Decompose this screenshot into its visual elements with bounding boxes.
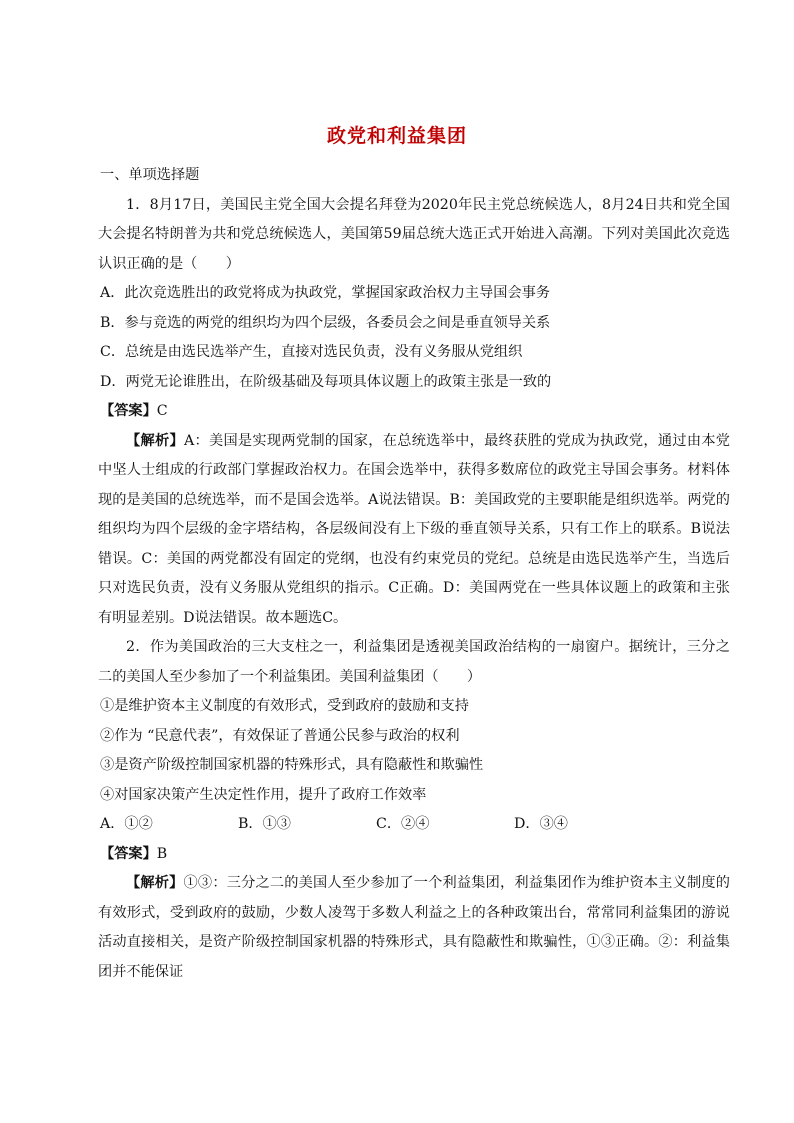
question-2-answer	[98, 840, 730, 870]
question-1-option-a: A．此次竞选胜出的政党将成为执政党，掌握国家政治权力主导国会事务	[100, 285, 551, 301]
question-1-answer	[98, 397, 730, 427]
answer-label: 【答案】	[100, 845, 157, 862]
question-2-choices	[98, 810, 730, 840]
page-title: 政党和利益集团	[326, 125, 467, 147]
answer-label: 【答案】	[100, 403, 157, 419]
question-2-statement-4: ④对国家决策产生决定性作用，提升了政府工作效率	[100, 786, 427, 803]
question-2-choice-a: A．①②	[100, 816, 153, 832]
analysis-text: ①③：三分之二的美国人至少参加了一个利益集团，利益集团作为维护资本主义制度的有效形式，受到政府的鼓励，少数人凌驾于多数人利益之上的各种政策出台，常常同利益集团的游说活动直接相关，是资产阶级控制国家机器的特殊形式，具有隐蔽性和欺骗性，①③正确。②：利益集团并不能保证	[98, 875, 730, 980]
analysis-label: 【解析】	[126, 432, 184, 449]
question-2-stem: 2．作为美国政治的三大支柱之一，利益集团是透视美国政治结构的一扇窗户。据统计，三分之二的美国人至少参加了一个利益集团。美国利益集团（ ）	[98, 639, 730, 685]
question-2-statement-2: ②作为 “民意代表”，有效保证了普通公民参与政治的权利	[100, 727, 460, 744]
question-2-statement-3: ③是资产阶级控制国家机器的特殊形式，具有隐蔽性和欺骗性	[100, 757, 484, 773]
question-2-choice-b: B．①③	[238, 816, 291, 832]
analysis-text: A：美国是实现两党制的国家，在总统选举中，最终获胜的党成为执政党，通过由本党中坚人士组成的行政部门掌握政治权力。在国会选举中，获得多数席位的政党主导国会事务。材料体现的是美国的总统选举，而不是国会选举。A说法错误。B：美国政党的主要职能是组织选举。两党的组织均为四个层级的金字塔结构，各层级间没有上下级的垂直领导关系，只有工作上的联系。B说法错误。C：美国的两党都没有固定的党纲，也没有约束党员的党纪。总统是由选民选举产生，当选后只对选民负责，没有义务服从党组织的指示。C正确。D：美国两党在一些具体议题上的政策和主张有明显差别。D说法错误。故本题选C。	[98, 432, 730, 626]
answer-value: B	[156, 845, 168, 862]
question-1-option-d: D．两党无论谁胜出，在阶级基础及每项具体议题上的政策主张是一致的	[100, 373, 552, 390]
question-1-option-b: B．参与竞选的两党的组织均为四个层级，各委员会之间是垂直领导关系	[100, 314, 551, 331]
section-heading: 一、单项选择题	[100, 167, 200, 183]
answer-value: C	[156, 403, 168, 419]
question-1-stem: 1．8月17日，美国民主党全国大会提名拜登为2020年民主党总统候选人，8月24日共和党全国大会提名特朗普为共和党总统候选人，美国第59届总统大选正式开始进入高潮。下列对美国此次竞选认识正确的是（ ）	[98, 196, 730, 272]
question-2-choice-c: C．②④	[376, 816, 430, 832]
question-2-statement-1: ①是维护资本主义制度的有效形式，受到政府的鼓励和支持	[100, 698, 469, 714]
document-body	[98, 161, 730, 987]
question-2-choice-d: D．③④	[514, 816, 568, 832]
question-1-analysis	[98, 427, 730, 634]
question-2-analysis	[98, 869, 730, 987]
question-1-option-c: C．总统是由选民选举产生，直接对选民负责，没有义务服从党组织	[100, 344, 523, 360]
analysis-label: 【解析】	[126, 875, 184, 891]
